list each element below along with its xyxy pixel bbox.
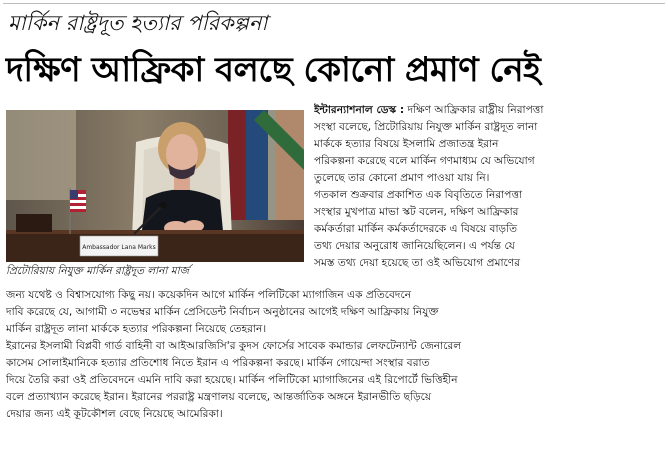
- article-column-right: [314, 102, 654, 272]
- body-line: দাবি করেছে যে, আগামী ৩ নভেম্বর মার্কিন প্রেসিডেন্ট নির্বাচন অনুষ্ঠানের আগেই দক্ষিণ আফ্রিকায় নিযুক্ত: [6, 306, 439, 318]
- nameplate-text: Ambassador Lana Marks: [82, 244, 156, 251]
- body-line: কাসেম সোলাইমানিকে হত্যার প্রতিশোধ নিতে ইরান এ পরিকল্পনা করছে। মার্কিন গোয়েন্দা সংস্থার বরাত: [6, 357, 430, 369]
- column-line: মার্ককে হত্যার বিষয়ে ইসলামি প্রজাতন্ত্র ইরান: [314, 138, 499, 150]
- photo-caption: প্রিটোরিয়ায় নিযুক্ত মার্কিন রাষ্ট্রদূত লানা মার্জ: [6, 265, 190, 277]
- body-line: বলে প্রত্যাখ্যান করেছে ইরান। ইরানের পররাষ্ট্র মন্ত্রণালয় বলেছে, আন্তর্জাতিক অঙ্গনে ইরানভীতি ছড়িয়ে: [6, 391, 432, 403]
- column-line: তুলেছে তার কোনো প্রমাণ পাওয়া যায় নি।: [314, 172, 490, 184]
- column-line-text: দক্ষিণ আফ্রিকার রাষ্ট্রীয় নিরাপত্তা: [404, 104, 544, 116]
- body-line: দেয়ার জন্য এই কূটকৌশল বেছে নিয়েছে আমেরিকা।: [6, 408, 223, 420]
- column-line: পরিকল্পনা করেছে বলে মার্কিন গণমাধ্যম যে অভিযোগ: [314, 155, 535, 167]
- ambassador-photo-illustration: [6, 110, 304, 262]
- column-line: তথ্য দেয়ার অনুরোধ জানিয়েছিলেন। এ পর্যন্ত যে: [314, 240, 515, 252]
- column-line: সমস্ত তথ্য দেয়া হয়েছে তা ওই অভিযোগ প্রমাণের: [314, 257, 521, 269]
- article-photo: [6, 110, 304, 262]
- column-line: [314, 102, 654, 119]
- column-line: গতকাল শুক্রবার প্রকাশিত এক বিবৃতিতে নিরাপত্তা: [314, 189, 523, 201]
- body-line: ইরানের ইসলামী বিপ্লবী গার্ড বাহিনী বা আইআরজিসি'র কুদস ফোর্সের সাবেক কমান্ডার লেফটেন্যান্ট জেনারেল: [6, 340, 462, 352]
- top-rule: [3, 3, 665, 4]
- body-line: জন্য যথেষ্ট ও বিশ্বাসযোগ্য কিছু নয়। কয়েকদিন আগে মার্কিন পলিটিকো ম্যাগাজিন এক প্রতিবেদনে: [6, 289, 412, 301]
- article-kicker: মার্কিন রাষ্ট্রদূত হত্যার পরিকল্পনা: [8, 11, 268, 35]
- article-body-full-width: [6, 287, 654, 423]
- body-line: মার্কিন রাষ্ট্রদূত লানা মার্ককে হত্যার পরিকল্পনা নিয়েছে তেহরান।: [6, 323, 267, 335]
- column-line: সংস্থার মুখপাত্র মাভা স্কট বলেন, দক্ষিণ আফ্রিকার: [314, 206, 519, 218]
- desk-label: ইন্টারন্যাশনাল ডেস্ক :: [314, 104, 405, 116]
- column-line: কর্মকর্তারা মার্কিন কর্মকর্তাদেরকে এ বিষয়ে বাড়তি: [314, 223, 518, 235]
- article-headline: দক্ষিণ আফ্রিকা বলছে কোনো প্রমাণ নেই: [6, 50, 541, 90]
- column-line: সংস্থা বলেছে, প্রিটোরিয়ায় নিযুক্ত মার্কিন রাষ্ট্রদূত লানা: [314, 121, 538, 133]
- body-line: দিয়ে তৈরি করা ওই প্রতিবেদনে এমনি দাবি করা হয়েছে। মার্কিন পলিটিকো ম্যাগাজিনের এই রিপোর্টে ভিত্তিহীন: [6, 374, 458, 386]
